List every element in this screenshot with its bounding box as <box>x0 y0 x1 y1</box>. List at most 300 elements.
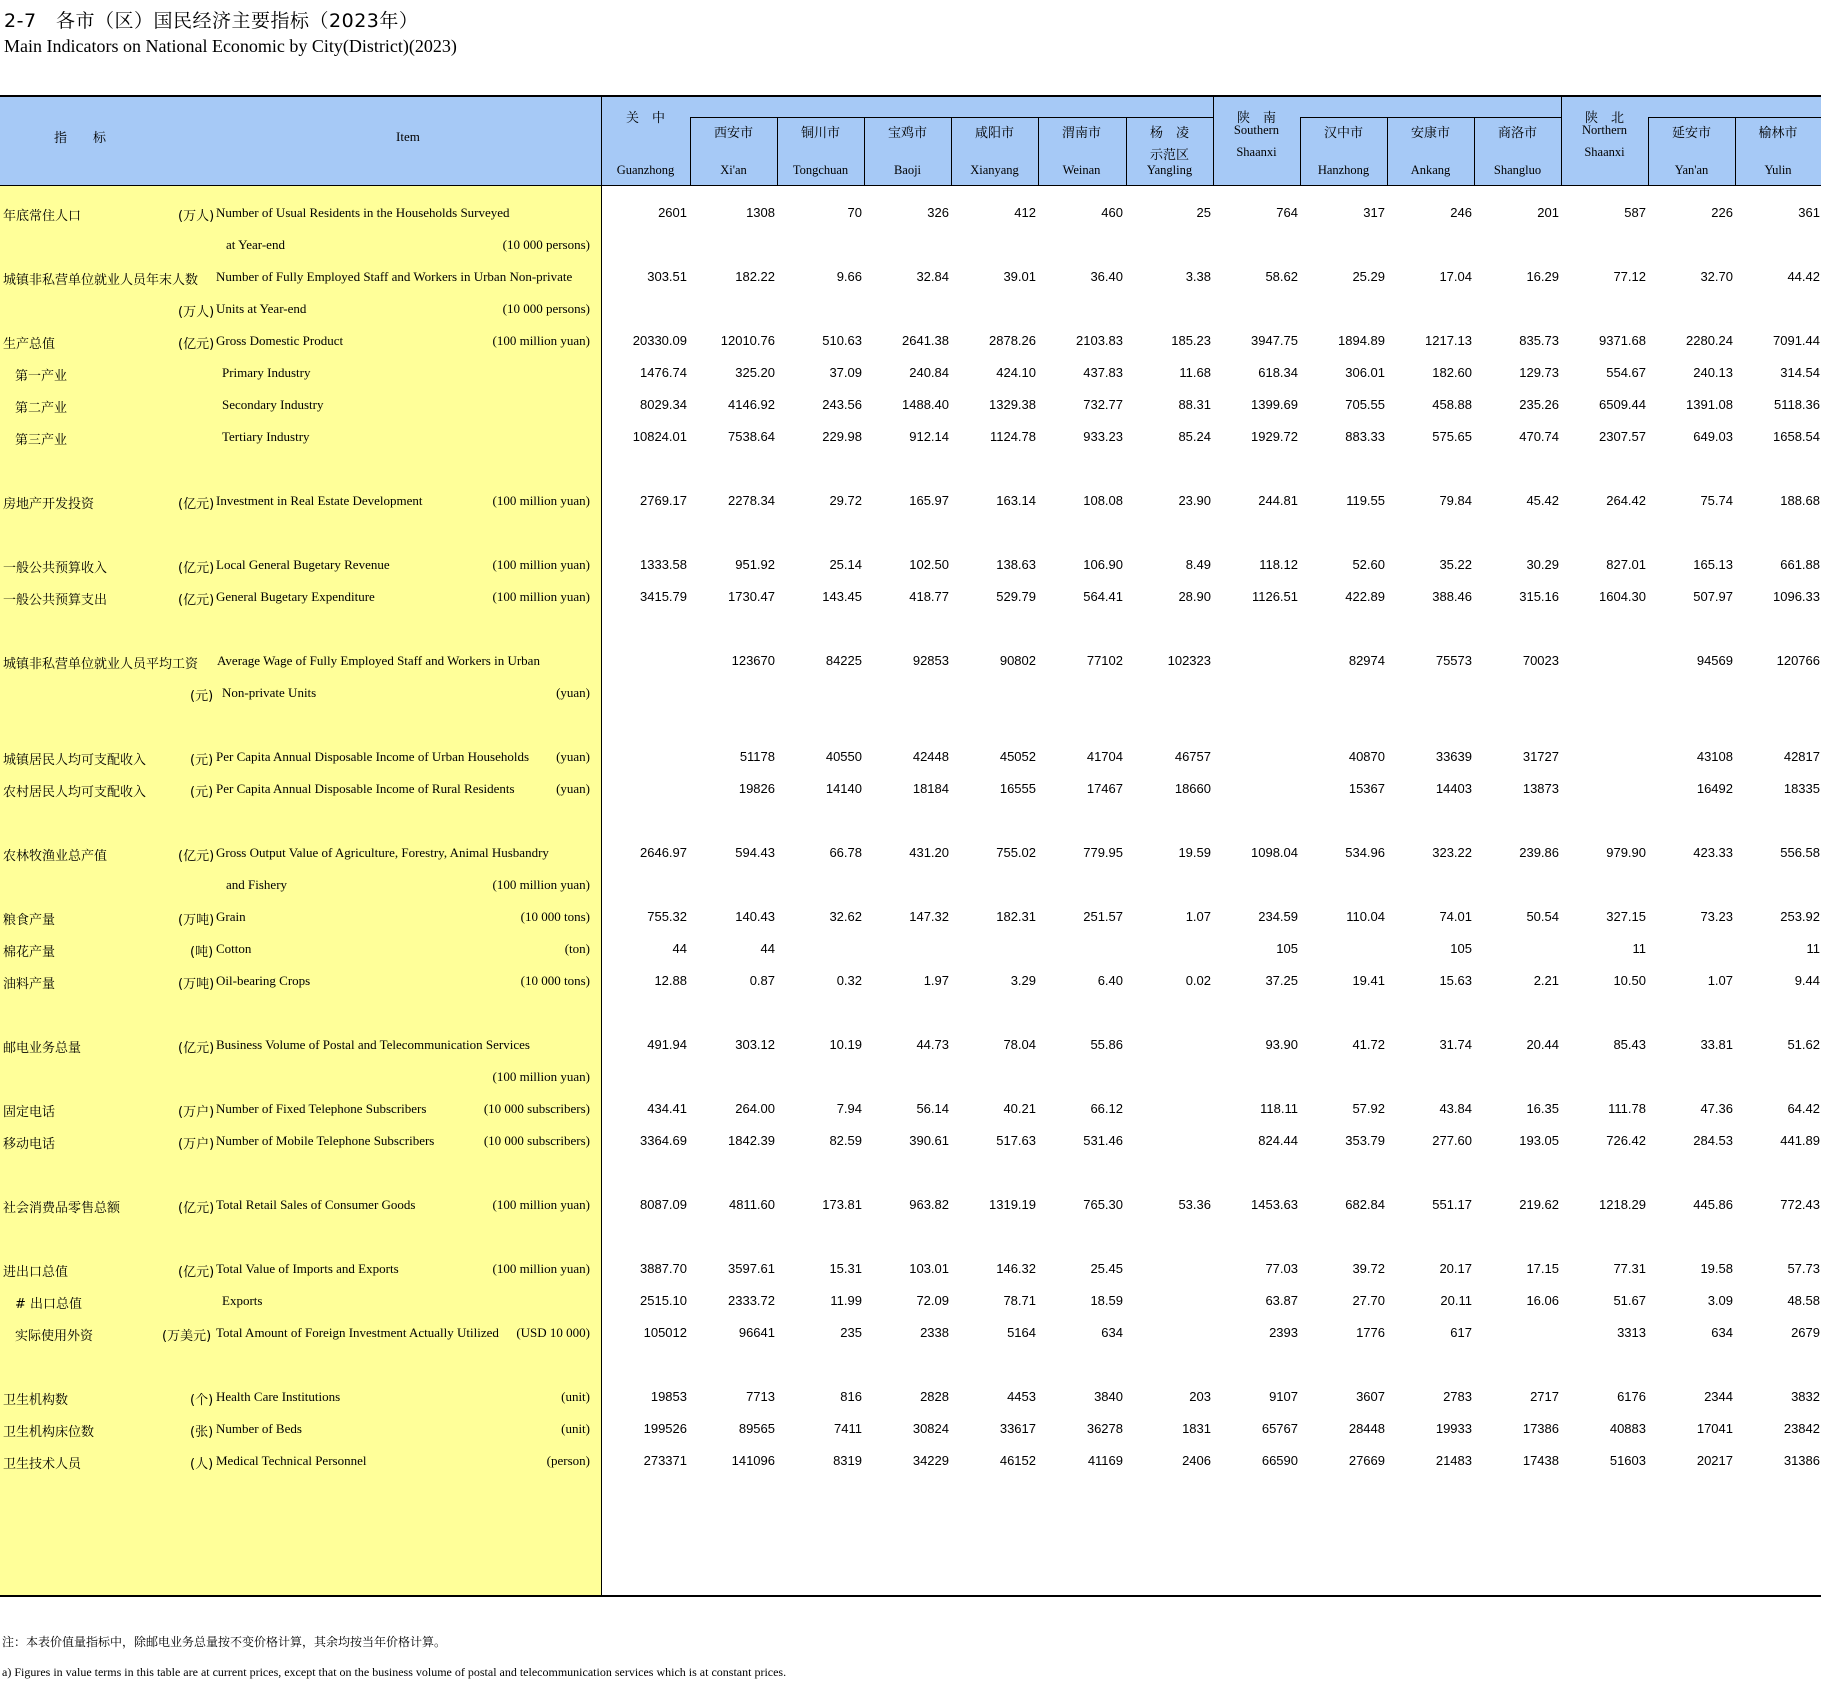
table-cell: 284.53 <box>1693 1133 1733 1148</box>
table-cell: 11.68 <box>1179 365 1211 380</box>
header-group-cn-11: 陕 北 <box>1584 111 1624 126</box>
table-cell: 45.42 <box>1526 493 1559 508</box>
table-cell: 9107 <box>1269 1389 1298 1404</box>
table-cell: 327.15 <box>1606 909 1646 924</box>
table-cell: 72.09 <box>916 1293 949 1308</box>
table-cell: 764 <box>1276 205 1298 220</box>
row-unit-en: (10 000 tons) <box>520 909 590 924</box>
table-cell: 19.59 <box>1178 845 1211 860</box>
table-cell: 88.31 <box>1178 397 1211 412</box>
row-label-cn: 卫生技术人员 <box>3 1457 82 1472</box>
table-cell: 120766 <box>1776 653 1820 668</box>
header-group-en-11: Northern <box>1581 123 1628 137</box>
table-cell: 551.17 <box>1432 1197 1472 1212</box>
table-cell: 510.63 <box>822 333 862 348</box>
header-divider <box>1474 117 1475 185</box>
table-cell: 85.43 <box>1613 1037 1646 1052</box>
table-cell: 1319.19 <box>989 1197 1036 1212</box>
row-label-cn: 农林牧渔业总产值 <box>3 849 108 864</box>
table-cell: 75573 <box>1435 653 1472 668</box>
table-cell: 52.60 <box>1352 557 1385 572</box>
table-cell: 77102 <box>1086 653 1123 668</box>
table-cell: 235 <box>840 1325 862 1340</box>
table-cell: 165.97 <box>909 493 949 508</box>
table-cell: 25.45 <box>1090 1261 1123 1276</box>
row-unit: (万美元) <box>162 1329 212 1344</box>
table-cell: 273371 <box>643 1453 687 1468</box>
table-cell: 53.36 <box>1178 1197 1211 1212</box>
table-cell: 48.58 <box>1787 1293 1820 1308</box>
row-unit-en: (100 million yuan) <box>492 1197 590 1212</box>
table-cell: 56.14 <box>916 1101 949 1116</box>
table-cell: 3.38 <box>1185 269 1211 284</box>
row-label-cn: 卫生机构床位数 <box>3 1425 95 1440</box>
row-item-en: Investment in Real Estate Development <box>216 493 423 508</box>
table-cell: 705.55 <box>1345 397 1385 412</box>
table-cell: 19826 <box>738 781 775 796</box>
header-divider <box>1387 117 1388 185</box>
table-cell: 9.44 <box>1794 973 1820 988</box>
row-item-en: Per Capita Annual Disposable Income of Urban Households <box>216 749 530 764</box>
row-item-en: Per Capita Annual Disposable Income of Rural Residents <box>216 781 515 796</box>
table-cell: 43108 <box>1696 749 1733 764</box>
table-cell: 7091.44 <box>1773 333 1820 348</box>
row-label-cn: 农村居民人均可支配收入 <box>3 785 147 800</box>
table-cell: 8.49 <box>1185 557 1211 572</box>
table-cell: 10824.01 <box>632 429 687 444</box>
table-cell: 102323 <box>1167 653 1211 668</box>
row-item-en: Number of Usual Residents in the Households Surveyed <box>216 205 510 220</box>
header-col-cn-2: 铜川市 <box>800 126 840 141</box>
header-divider <box>1300 117 1301 185</box>
header-divider <box>1648 117 1649 185</box>
table-cell: 34229 <box>912 1453 949 1468</box>
table-cell: 6509.44 <box>1599 397 1646 412</box>
header-col-en-2: Tongchuan <box>792 163 849 177</box>
header-col-cn-9: 安康市 <box>1410 126 1450 141</box>
header-col-en-3: Baoji <box>893 163 922 177</box>
header-col-cn-12: 延安市 <box>1671 126 1711 141</box>
table-cell: 74.01 <box>1439 909 1472 924</box>
table-cell: 16492 <box>1696 781 1733 796</box>
row-item-en: Number of Beds <box>216 1421 302 1436</box>
row-unit-en: (USD 10 000) <box>516 1325 590 1340</box>
table-cell: 17041 <box>1696 1421 1733 1436</box>
table-cell: 1831 <box>1182 1421 1211 1436</box>
table-cell: 1098.04 <box>1251 845 1298 860</box>
table-cell: 185.23 <box>1171 333 1211 348</box>
table-cell: 57.92 <box>1352 1101 1385 1116</box>
table-cell: 31386 <box>1783 1453 1820 1468</box>
header-col-cn2-6: 示范区 <box>1149 148 1189 163</box>
table-cell: 64.42 <box>1787 1101 1820 1116</box>
table-cell: 4811.60 <box>728 1197 775 1212</box>
table-cell: 634 <box>1101 1325 1123 1340</box>
row-unit: (亿元) <box>178 1041 215 1056</box>
table-cell: 2307.57 <box>1599 429 1646 444</box>
table-cell: 35.22 <box>1439 557 1472 572</box>
row-label-cn: 卫生机构数 <box>3 1393 69 1408</box>
header-divider <box>1735 117 1736 185</box>
table-cell: 193.05 <box>1519 1133 1559 1148</box>
row-unit-en: (100 million yuan) <box>492 1261 590 1276</box>
table-cell: 77.03 <box>1265 1261 1298 1276</box>
row-item-en: Total Value of Imports and Exports <box>216 1261 399 1276</box>
table-cell: 33.81 <box>1700 1037 1733 1052</box>
table-cell: 253.92 <box>1780 909 1820 924</box>
table-cell: 18335 <box>1783 781 1820 796</box>
table-cell: 30.29 <box>1526 557 1559 572</box>
table-cell: 243.56 <box>822 397 862 412</box>
table-cell: 23842 <box>1783 1421 1820 1436</box>
table-cell: 732.77 <box>1083 397 1123 412</box>
table-cell: 424.10 <box>996 365 1036 380</box>
table-cell: 119.55 <box>1346 493 1385 508</box>
header-col-en-10: Shangluo <box>1493 163 1542 177</box>
table-cell: 93.90 <box>1265 1037 1298 1052</box>
table-cell: 2344 <box>1704 1389 1733 1404</box>
row-unit: (亿元) <box>178 561 215 576</box>
table-cell: 17386 <box>1522 1421 1559 1436</box>
table-cell: 199526 <box>643 1421 687 1436</box>
header-divider <box>864 117 865 185</box>
table-cell: 111.78 <box>1608 1101 1646 1116</box>
row-unit-en: (100 million yuan) <box>492 493 590 508</box>
table-cell: 491.94 <box>647 1037 687 1052</box>
table-cell: 3313 <box>1617 1325 1646 1340</box>
row-unit-en: (10 000 persons) <box>502 237 590 252</box>
table-cell: 201 <box>1537 205 1559 220</box>
table-cell: 37.09 <box>829 365 862 380</box>
table-cell: 6.40 <box>1097 973 1123 988</box>
table-cell: 412 <box>1014 205 1036 220</box>
row-unit-en: (yuan) <box>556 781 590 796</box>
table-cell: 58.62 <box>1265 269 1298 284</box>
row-label-cn: 固定电话 <box>3 1105 56 1120</box>
table-cell: 1929.72 <box>1251 429 1298 444</box>
header-group-underline <box>1300 117 1561 118</box>
table-cell: 1894.89 <box>1338 333 1385 348</box>
table-cell: 9.66 <box>836 269 862 284</box>
row-unit: (元) <box>190 753 214 768</box>
table-cell: 40883 <box>1609 1421 1646 1436</box>
table-cell: 824.44 <box>1258 1133 1298 1148</box>
table-cell: 240.84 <box>909 365 949 380</box>
table-cell: 31727 <box>1522 749 1559 764</box>
row-label-cn: 城镇居民人均可支配收入 <box>3 753 147 768</box>
table-cell: 1399.69 <box>1251 397 1298 412</box>
table-cell: 1333.58 <box>640 557 687 572</box>
table-cell: 3.09 <box>1707 1293 1733 1308</box>
table-cell: 3887.70 <box>640 1261 687 1276</box>
table-cell: 20330.09 <box>632 333 687 348</box>
row-unit: (吨) <box>190 945 214 960</box>
table-cell: 40.21 <box>1003 1101 1036 1116</box>
table-cell: 44 <box>760 941 775 956</box>
header-item-en: Item <box>396 129 420 144</box>
table-cell: 16.35 <box>1526 1101 1559 1116</box>
row-label-cn: 移动电话 <box>3 1137 56 1152</box>
table-cell: 755.02 <box>996 845 1036 860</box>
table-cell: 235.26 <box>1519 397 1559 412</box>
table-cell: 14140 <box>825 781 862 796</box>
table-cell: 2646.97 <box>640 845 687 860</box>
table-cell: 146.32 <box>996 1261 1036 1276</box>
table-cell: 303.51 <box>647 269 687 284</box>
header-divider <box>951 117 952 185</box>
table-cell: 18184 <box>912 781 949 796</box>
row-unit-en: (100 million yuan) <box>492 333 590 348</box>
header-col-en-13: Yulin <box>1764 163 1792 177</box>
row-unit: (万吨) <box>178 913 215 928</box>
table-cell: 2878.26 <box>989 333 1036 348</box>
table-cell: 13873 <box>1522 781 1559 796</box>
row-label-cn: 生产总值 <box>3 337 56 352</box>
table-cell: 37.25 <box>1265 973 1298 988</box>
table-cell: 182.31 <box>996 909 1036 924</box>
header-col-en-8: Hanzhong <box>1317 163 1370 177</box>
table-cell: 418.77 <box>909 589 949 604</box>
row-label-cn: 社会消费品零售总额 <box>3 1201 121 1216</box>
table-cell: 73.23 <box>1700 909 1733 924</box>
row-unit: (万户) <box>178 1105 215 1120</box>
table-cell: 240.13 <box>1693 365 1733 380</box>
table-cell: 2280.24 <box>1686 333 1733 348</box>
table-cell: 32.70 <box>1700 269 1733 284</box>
table-cell: 3597.61 <box>728 1261 775 1276</box>
table-cell: 51.62 <box>1787 1037 1820 1052</box>
row-label-cn: 第三产业 <box>2 433 68 448</box>
row-item-en: and Fishery <box>226 877 288 892</box>
table-cell: 431.20 <box>909 845 949 860</box>
table-cell: 1126.51 <box>1251 589 1298 604</box>
table-cell: 28.90 <box>1178 589 1211 604</box>
table-cell: 755.32 <box>647 909 687 924</box>
table-cell: 827.01 <box>1606 557 1646 572</box>
row-unit-en: (ton) <box>564 941 590 956</box>
row-unit: (亿元) <box>178 497 215 512</box>
table-cell: 1776 <box>1356 1325 1385 1340</box>
table-cell: 7538.64 <box>728 429 775 444</box>
row-label-cn: 粮食产量 <box>3 913 56 928</box>
table-cell: 39.01 <box>1003 269 1036 284</box>
table-cell: 25.14 <box>829 557 862 572</box>
header-indicator-cn: 指 标 <box>54 131 107 146</box>
table-cell: 66.12 <box>1090 1101 1123 1116</box>
table-cell: 45052 <box>999 749 1036 764</box>
table-cell: 44.73 <box>916 1037 949 1052</box>
table-cell: 0.02 <box>1185 973 1211 988</box>
row-unit-en: (yuan) <box>556 685 590 700</box>
row-unit: (万人) <box>178 209 215 224</box>
table-cell: 517.63 <box>996 1133 1036 1148</box>
row-item-en: Average Wage of Fully Employed Staff and Workers in Urban <box>217 653 540 668</box>
row-unit-en: (10 000 subscribers) <box>483 1133 590 1148</box>
table-cell: 36.40 <box>1090 269 1123 284</box>
table-cell: 78.71 <box>1003 1293 1036 1308</box>
header-divider <box>1038 117 1039 185</box>
table-cell: 173.81 <box>822 1197 862 1212</box>
table-cell: 251.57 <box>1083 909 1123 924</box>
table-cell: 17.15 <box>1526 1261 1559 1276</box>
row-label-cn: 城镇非私营单位就业人员平均工资 <box>3 657 199 672</box>
table-cell: 264.00 <box>735 1101 775 1116</box>
table-cell: 11 <box>1806 941 1820 956</box>
table-cell: 314.54 <box>1780 365 1820 380</box>
table-cell: 325.20 <box>735 365 775 380</box>
table-cell: 618.34 <box>1258 365 1298 380</box>
table-cell: 25 <box>1196 205 1211 220</box>
table-cell: 82.59 <box>829 1133 862 1148</box>
row-label-cn: 城镇非私营单位就业人员年末人数 <box>3 273 199 288</box>
table-cell: 951.92 <box>735 557 775 572</box>
table-cell: 226 <box>1711 205 1733 220</box>
table-cell: 105 <box>1450 941 1472 956</box>
row-label-cn: 邮电业务总量 <box>3 1041 82 1056</box>
row-item-en: Non-private Units <box>222 685 317 700</box>
header-col-en-5: Weinan <box>1062 163 1101 177</box>
table-cell: 42817 <box>1783 749 1820 764</box>
table-cell: 163.14 <box>996 493 1036 508</box>
table-cell: 3832 <box>1791 1389 1820 1404</box>
header-divider <box>777 117 778 185</box>
header-divider <box>1213 97 1214 185</box>
header-col-en-6: Yangling <box>1146 163 1193 177</box>
table-cell: 118.11 <box>1260 1101 1298 1116</box>
row-item-en: Exports <box>222 1293 263 1308</box>
page-title-en: Main Indicators on National Economic by City(District)(2023) <box>4 36 457 56</box>
table-cell: 0.87 <box>749 973 775 988</box>
table-cell: 28448 <box>1348 1421 1385 1436</box>
table-cell: 534.96 <box>1345 845 1385 860</box>
header-col-en-1: Xi'an <box>720 163 747 177</box>
table-cell: 1658.54 <box>1773 429 1820 444</box>
table-cell: 2679 <box>1791 1325 1820 1340</box>
table-cell: 4146.92 <box>728 397 775 412</box>
table-cell: 441.89 <box>1780 1133 1820 1148</box>
table-cell: 422.89 <box>1345 589 1385 604</box>
table-cell: 326 <box>927 205 949 220</box>
table-cell: 105 <box>1276 941 1298 956</box>
table-cell: 44 <box>672 941 687 956</box>
table-cell: 27669 <box>1348 1453 1385 1468</box>
table-cell: 118.12 <box>1259 557 1298 572</box>
table-cell: 7.94 <box>836 1101 862 1116</box>
row-item-en: General Bugetary Expenditure <box>216 589 375 604</box>
table-cell: 15367 <box>1348 781 1385 796</box>
row-item-en: Total Amount of Foreign Investment Actually Utilized <box>216 1325 499 1340</box>
table-cell: 7411 <box>834 1421 862 1436</box>
row-unit-en: (unit) <box>561 1389 590 1404</box>
table-cell: 2828 <box>920 1389 949 1404</box>
table-cell: 8319 <box>833 1453 862 1468</box>
row-item-en: Units at Year-end <box>216 301 307 316</box>
table-cell: 1.07 <box>1707 973 1733 988</box>
header-col-cn-6: 杨 凌 <box>1149 126 1189 141</box>
table-cell: 564.41 <box>1083 589 1123 604</box>
table-cell: 8087.09 <box>640 1197 687 1212</box>
table-cell: 70 <box>847 205 862 220</box>
table-cell: 77.12 <box>1613 269 1646 284</box>
row-label-cn: 一般公共预算收入 <box>3 561 108 576</box>
table-cell: 46757 <box>1174 749 1211 764</box>
table-cell: 11 <box>1632 941 1646 956</box>
row-label-cn: 一般公共预算支出 <box>3 593 108 608</box>
table-cell: 529.79 <box>996 589 1036 604</box>
table-cell: 50.54 <box>1526 909 1559 924</box>
table-cell: 25.29 <box>1352 269 1385 284</box>
table-cell: 3364.69 <box>640 1133 687 1148</box>
table-cell: 912.14 <box>909 429 949 444</box>
table-cell: 7713 <box>746 1389 775 1404</box>
row-label-cn: 油料产量 <box>3 977 56 992</box>
table-cell: 1.07 <box>1185 909 1211 924</box>
table-cell: 19.58 <box>1700 1261 1733 1276</box>
table-cell: 1329.38 <box>989 397 1036 412</box>
table-cell: 51603 <box>1609 1453 1646 1468</box>
table-cell: 40550 <box>825 749 862 764</box>
table-cell: 23.90 <box>1178 493 1211 508</box>
table-cell: 16.29 <box>1526 269 1559 284</box>
table-cell: 138.63 <box>996 557 1036 572</box>
table-cell: 682.84 <box>1345 1197 1385 1212</box>
table-cell: 1476.74 <box>640 365 687 380</box>
table-cell: 85.24 <box>1178 429 1211 444</box>
table-cell: 84225 <box>825 653 862 668</box>
table-cell: 6176 <box>1617 1389 1646 1404</box>
table-cell: 779.95 <box>1083 845 1123 860</box>
table-cell: 42448 <box>912 749 949 764</box>
table-cell: 554.67 <box>1606 365 1646 380</box>
table-cell: 2333.72 <box>728 1293 775 1308</box>
table-cell: 20.17 <box>1439 1261 1472 1276</box>
table-cell: 835.73 <box>1519 333 1559 348</box>
table-cell: 77.31 <box>1613 1261 1646 1276</box>
table-cell: 20.44 <box>1526 1037 1559 1052</box>
header-col-cn-8: 汉中市 <box>1323 126 1363 141</box>
table-cell: 40870 <box>1348 749 1385 764</box>
page-title-cn: 2-7 各市（区）国民经济主要指标（2023年） <box>4 10 419 32</box>
table-cell: 2641.38 <box>902 333 949 348</box>
row-unit: (个) <box>190 1393 214 1408</box>
table-cell: 165.13 <box>1693 557 1733 572</box>
table-cell: 2.21 <box>1533 973 1559 988</box>
table-cell: 70023 <box>1522 653 1559 668</box>
table-cell: 44.42 <box>1787 269 1820 284</box>
table-cell: 78.04 <box>1003 1037 1036 1052</box>
table-cell: 8029.34 <box>640 397 687 412</box>
table-cell: 1842.39 <box>728 1133 775 1148</box>
table-cell: 19853 <box>650 1389 687 1404</box>
header-col-cn-3: 宝鸡市 <box>887 126 927 141</box>
footnote-en: a) Figures in value terms in this table are at current prices, except that on the business volume of postal and telecommunication services which is at constant prices. <box>2 1665 787 1679</box>
table-cell: 9371.68 <box>1599 333 1646 348</box>
table-cell: 41704 <box>1086 749 1123 764</box>
table-cell: 2278.34 <box>728 493 775 508</box>
row-unit: (万吨) <box>178 977 215 992</box>
table-cell: 3607 <box>1356 1389 1385 1404</box>
table-cell: 14403 <box>1435 781 1472 796</box>
row-unit-en: (10 000 tons) <box>520 973 590 988</box>
row-unit: (元) <box>190 785 214 800</box>
table-cell: 17.04 <box>1439 269 1472 284</box>
row-unit: (亿元) <box>178 1265 215 1280</box>
header-group-underline <box>690 117 1213 118</box>
row-unit: (亿元) <box>178 1201 215 1216</box>
table-cell: 19933 <box>1435 1421 1472 1436</box>
table-cell: 531.46 <box>1083 1133 1123 1148</box>
table-cell: 587 <box>1624 205 1646 220</box>
